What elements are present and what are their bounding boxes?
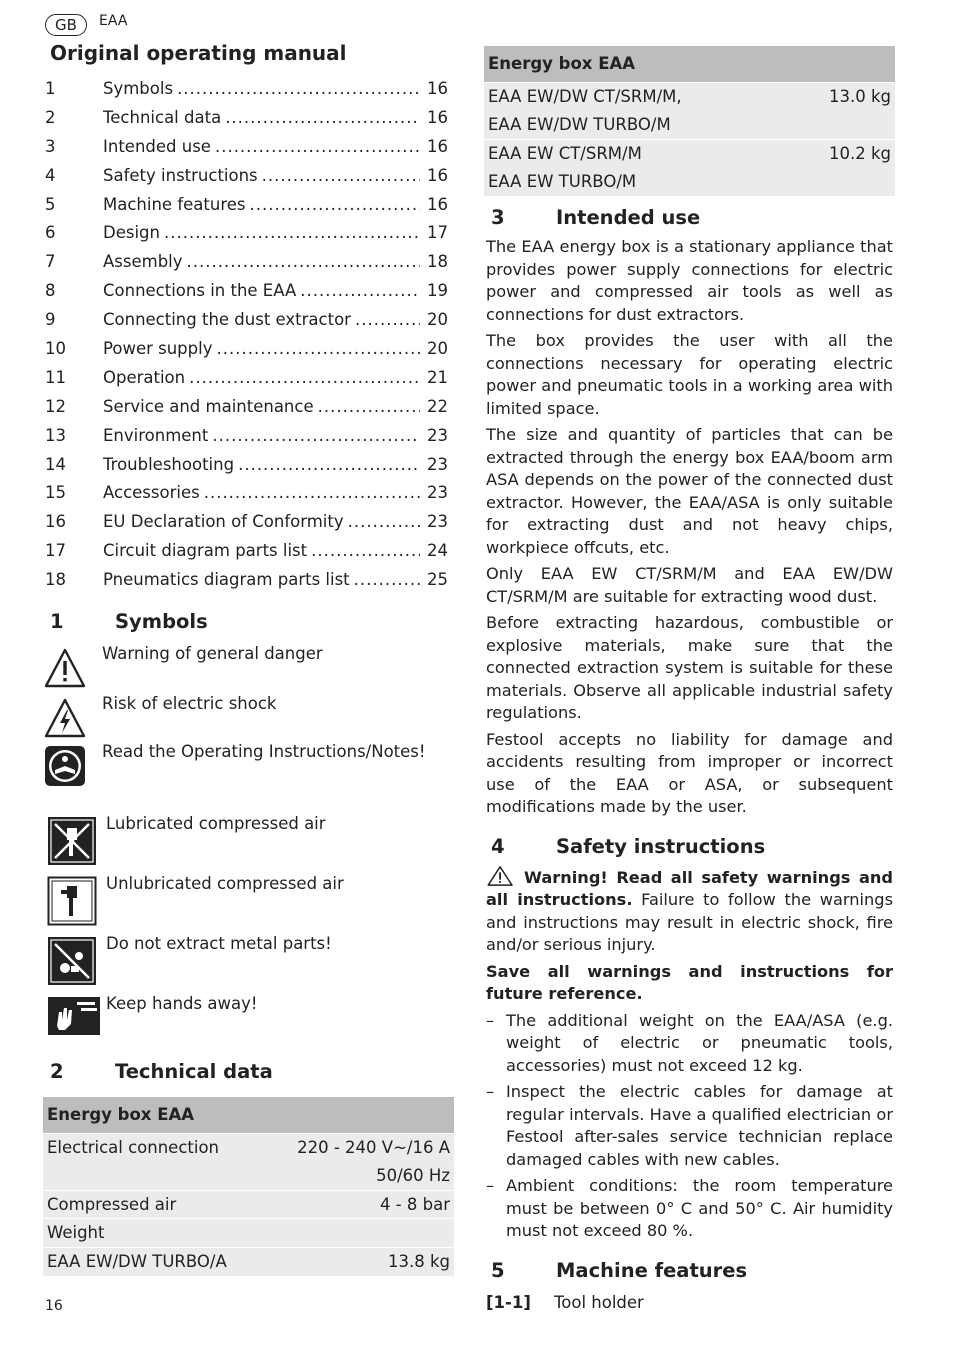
toc-leader-dots	[187, 252, 420, 271]
toc-entry	[103, 79, 424, 98]
toc-label: Intended use	[103, 136, 211, 156]
warning-paragraph	[486, 865, 893, 957]
toc-entry	[103, 108, 424, 127]
toc-number: 8	[45, 281, 56, 301]
toc-leader-dots	[216, 339, 420, 358]
section-title: Technical data	[115, 1060, 273, 1084]
symbol-row	[43, 742, 454, 814]
table-row	[43, 1190, 454, 1219]
symbol-text: Do not extract metal parts!	[106, 934, 332, 954]
symbol-text: Risk of electric shock	[102, 694, 277, 714]
toc-label: Circuit diagram parts list	[103, 541, 308, 561]
toc-entry	[103, 512, 424, 531]
toc-row[interactable]	[43, 218, 454, 247]
hands-away-icon	[47, 996, 101, 1036]
technical-data-table	[43, 1097, 454, 1276]
toc-page: 25	[427, 570, 448, 590]
table-header: Energy box EAA	[484, 46, 895, 82]
table-row	[484, 111, 895, 140]
list-item-text: The additional weight on the EAA/ASA (e.g. weight of electric or pneumatic tools, accessories) must not exceed 12 kg.	[506, 1010, 893, 1075]
symbol-row	[43, 644, 454, 694]
table-row	[43, 1162, 454, 1191]
toc-page: 21	[427, 367, 448, 387]
toc-page: 23	[427, 454, 448, 474]
section-heading-technical-data	[43, 1060, 454, 1090]
paragraph: Festool accepts no liability for damage and accidents resulting from improper or incorrect use of the EAA or ASA, or subsequent modifications made by the user.	[486, 729, 893, 816]
toc-entry	[103, 310, 424, 329]
toc-entry	[103, 455, 424, 474]
right-column	[484, 46, 895, 1312]
toc-label: Connecting the dust extractor	[103, 310, 351, 330]
toc-row[interactable]	[43, 132, 454, 161]
read-manual-icon	[43, 744, 87, 788]
table-cell: 220 - 240 V~/16 A	[264, 1133, 454, 1162]
paragraph: Before extracting hazardous, combustible or explosive materials, make sure that the connected extraction system is suitable for these materials. Observe all applicable industrial safety regulations.	[486, 613, 893, 722]
feature-item	[484, 1293, 895, 1312]
toc-entry	[103, 570, 424, 589]
intended-use-text	[484, 236, 895, 819]
toc-entry	[103, 339, 424, 358]
symbol-row	[43, 814, 454, 874]
save-notice: Save all warnings and instructions for future reference.	[486, 961, 893, 1003]
table-header-row	[484, 46, 895, 82]
toc-leader-dots	[318, 397, 420, 416]
toc-number: 11	[45, 367, 66, 387]
toc-entry	[103, 281, 424, 300]
toc-entry	[103, 541, 424, 560]
section-title: Machine features	[556, 1258, 748, 1282]
toc-entry	[103, 223, 424, 242]
section-heading-intended-use	[484, 206, 895, 236]
toc-label: Troubleshooting	[103, 454, 235, 474]
toc-leader-dots	[249, 195, 420, 214]
list-item: – Ambient conditions: the room temperature must be between 0° C and 50° C. Air humidity must not exceed 80 %.	[486, 1175, 893, 1243]
toc-page: 24	[427, 541, 448, 561]
toc-row[interactable]	[43, 161, 454, 190]
toc-page: 18	[427, 252, 448, 272]
toc-row[interactable]	[43, 276, 454, 305]
table-cell: 10.2 kg	[789, 139, 895, 168]
section-number: 5	[491, 1258, 505, 1282]
section-heading-machine-features	[484, 1259, 895, 1289]
toc-label: Assembly	[103, 252, 183, 272]
toc-label: Machine features	[103, 194, 246, 214]
toc-number: 5	[45, 194, 56, 214]
warning-rest: Failure to follow the warnings and instructions may result in electric shock, fire and/or serious injury.	[486, 890, 893, 954]
list-item: – The additional weight on the EAA/ASA (e.g. weight of electric or pneumatic tools, accessories) must not exceed 12 kg.	[486, 1010, 893, 1078]
toc-leader-dots	[212, 426, 420, 445]
toc-page: 23	[427, 512, 448, 532]
toc-page: 16	[427, 194, 448, 214]
toc-label: Pneumatics diagram parts list	[103, 570, 350, 590]
table-row	[484, 82, 895, 111]
table-cell: EAA EW/DW CT/SRM/M,	[484, 82, 789, 111]
section-number: 2	[50, 1060, 64, 1084]
toc-entry	[103, 166, 424, 185]
weight-table	[484, 46, 895, 196]
toc-label: Technical data	[103, 107, 222, 127]
symbol-row	[43, 874, 454, 934]
toc-label: EU Declaration of Conformity	[103, 512, 344, 532]
toc-leader-dots	[355, 310, 420, 329]
toc-entry	[103, 368, 424, 387]
toc-row[interactable]	[43, 507, 454, 536]
toc-number: 18	[45, 570, 66, 590]
toc-number: 10	[45, 338, 66, 358]
lubricated-air-icon	[47, 816, 97, 866]
toc-row[interactable]	[43, 478, 454, 507]
toc-number: 3	[45, 136, 56, 156]
toc-entry	[103, 426, 424, 445]
unlubricated-air-icon	[47, 876, 97, 926]
table-of-contents	[43, 74, 454, 594]
table-cell: 50/60 Hz	[264, 1162, 454, 1191]
symbol-text: Unlubricated compressed air	[106, 874, 344, 894]
toc-leader-dots	[164, 223, 420, 242]
symbol-text: Warning of general danger	[102, 644, 323, 664]
toc-page: 16	[427, 78, 448, 98]
toc-page: 16	[427, 165, 448, 185]
table-cell	[789, 168, 895, 197]
section-title: Intended use	[556, 206, 701, 229]
toc-page: 17	[427, 223, 448, 243]
paragraph: Only EAA EW CT/SRM/M and EAA EW/DW CT/SRM/M are suitable for extracting wood dust.	[486, 564, 893, 606]
toc-row[interactable]	[43, 450, 454, 479]
toc-label: Power supply	[103, 338, 213, 358]
symbols-list	[43, 644, 454, 1044]
toc-label: Design	[103, 223, 160, 243]
table-cell	[264, 1219, 454, 1248]
toc-number: 13	[45, 425, 66, 445]
table-header: Energy box EAA	[43, 1097, 454, 1133]
toc-page: 20	[427, 310, 448, 330]
table-cell: 13.8 kg	[264, 1247, 454, 1276]
toc-number: 9	[45, 310, 56, 330]
page-number: 16	[45, 1298, 63, 1314]
symbol-text: Keep hands away!	[106, 994, 258, 1014]
toc-number: 6	[45, 223, 56, 243]
section-number: 1	[50, 610, 64, 634]
toc-entry	[103, 397, 424, 416]
model-name: EAA	[99, 13, 128, 29]
toc-row[interactable]	[43, 103, 454, 132]
no-metal-parts-icon	[47, 936, 97, 986]
toc-page: 22	[427, 396, 448, 416]
safety-text	[484, 865, 895, 1243]
toc-entry	[103, 483, 424, 502]
symbol-row	[43, 994, 454, 1044]
warning-triangle-icon	[43, 646, 87, 690]
toc-row[interactable]	[43, 334, 454, 363]
toc-leader-dots	[354, 570, 420, 589]
paragraph: The EAA energy box is a stationary appliance that provides power supply connections for electric power and compressed air tools as well as connections for dust extractors.	[486, 237, 893, 324]
toc-label: Safety instructions	[103, 165, 258, 185]
section-number: 3	[491, 206, 505, 229]
toc-page: 16	[427, 136, 448, 156]
section-number: 4	[491, 834, 505, 858]
toc-number: 12	[45, 396, 66, 416]
table-cell: Electrical connection	[43, 1133, 264, 1162]
toc-row[interactable]	[43, 536, 454, 565]
toc-entry	[103, 137, 424, 156]
toc-number: 14	[45, 454, 66, 474]
toc-leader-dots	[204, 483, 420, 502]
toc-leader-dots	[300, 281, 420, 300]
toc-entry	[103, 252, 424, 271]
table-row	[484, 139, 895, 168]
toc-row[interactable]	[43, 74, 454, 103]
toc-row[interactable]	[43, 363, 454, 392]
toc-leader-dots	[177, 79, 420, 98]
symbol-row	[43, 694, 454, 742]
paragraph: The box provides the user with all the connections necessary for operating electric power and pneumatic tools in a working area with limited space.	[486, 331, 893, 418]
left-column	[43, 38, 454, 1276]
feature-label: Tool holder	[554, 1292, 644, 1312]
toc-number: 17	[45, 541, 66, 561]
toc-page: 20	[427, 338, 448, 358]
toc-leader-dots	[225, 108, 420, 127]
section-heading-safety	[484, 835, 895, 865]
language-badge: GB	[45, 14, 87, 36]
toc-row[interactable]	[43, 421, 454, 450]
table-cell: Compressed air	[43, 1190, 264, 1219]
table-cell: EAA EW/DW TURBO/M	[484, 111, 789, 140]
table-row	[43, 1219, 454, 1248]
toc-leader-dots	[348, 512, 420, 531]
table-cell: 4 - 8 bar	[264, 1190, 454, 1219]
paragraph: The size and quantity of particles that can be extracted through the energy box EAA/boom arm ASA depends on the power of the connected dust extractor. However, the EAA/ASA is only suitable for extracting dust and not heavy chips, workpiece offcuts, etc.	[486, 425, 893, 557]
toc-row[interactable]	[43, 565, 454, 594]
toc-leader-dots	[262, 166, 420, 185]
warning-triangle-icon	[486, 865, 516, 887]
table-cell: 13.0 kg	[789, 82, 895, 111]
toc-page: 16	[427, 107, 448, 127]
toc-number: 7	[45, 252, 56, 272]
toc-row[interactable]	[43, 392, 454, 421]
manual-title: Original operating manual	[50, 41, 347, 65]
toc-label: Connections in the EAA	[103, 281, 297, 301]
section-title: Symbols	[115, 610, 208, 634]
table-row	[43, 1133, 454, 1162]
electric-shock-icon	[43, 696, 87, 740]
toc-row[interactable]	[43, 247, 454, 276]
table-row	[484, 168, 895, 197]
toc-label: Service and maintenance	[103, 396, 314, 416]
symbol-text: Read the Operating Instructions/Notes!	[102, 742, 426, 762]
feature-key: [1-1]	[486, 1292, 531, 1312]
table-cell: EAA EW TURBO/M	[484, 168, 789, 197]
symbol-text: Lubricated compressed air	[106, 814, 326, 834]
table-cell: Weight	[43, 1219, 264, 1248]
table-cell	[789, 111, 895, 140]
toc-page: 23	[427, 425, 448, 445]
toc-page: 23	[427, 483, 448, 503]
list-item-text: Ambient conditions: the room temperature must be between 0° C and 50° C. Air humidity must not exceed 80 %.	[506, 1176, 893, 1240]
toc-label: Environment	[103, 425, 209, 445]
toc-number: 4	[45, 165, 56, 185]
warning-bold: Warning! Read all safety warnings and all instructions.	[486, 867, 893, 909]
table-cell: EAA EW CT/SRM/M	[484, 139, 789, 168]
toc-leader-dots	[238, 455, 420, 474]
toc-entry	[103, 195, 424, 214]
toc-row[interactable]	[43, 190, 454, 219]
toc-label: Operation	[103, 367, 186, 387]
table-row	[43, 1247, 454, 1276]
toc-number: 15	[45, 483, 66, 503]
table-header-row	[43, 1097, 454, 1133]
list-item-text: Inspect the electric cables for damage at regular intervals. Have a qualified electrician or Festool after-sales service technician replace damaged cables with new cables.	[506, 1082, 893, 1169]
toc-page: 19	[427, 281, 448, 301]
list-item: – Inspect the electric cables for damage at regular intervals. Have a qualified electrician or Festool after-sales service technician replace damaged cables with new cables.	[486, 1081, 893, 1171]
section-title: Safety instructions	[556, 834, 766, 858]
toc-leader-dots	[215, 137, 420, 156]
toc-leader-dots	[311, 541, 420, 560]
table-cell	[43, 1162, 264, 1191]
toc-number: 16	[45, 512, 66, 532]
toc-label: Symbols	[103, 78, 174, 98]
toc-number: 1	[45, 78, 56, 98]
toc-row[interactable]	[43, 305, 454, 334]
symbol-row	[43, 934, 454, 994]
section-heading-symbols	[43, 610, 454, 640]
table-cell: EAA EW/DW TURBO/A	[43, 1247, 264, 1276]
toc-label: Accessories	[103, 483, 200, 503]
toc-leader-dots	[189, 368, 420, 387]
toc-number: 2	[45, 107, 56, 127]
